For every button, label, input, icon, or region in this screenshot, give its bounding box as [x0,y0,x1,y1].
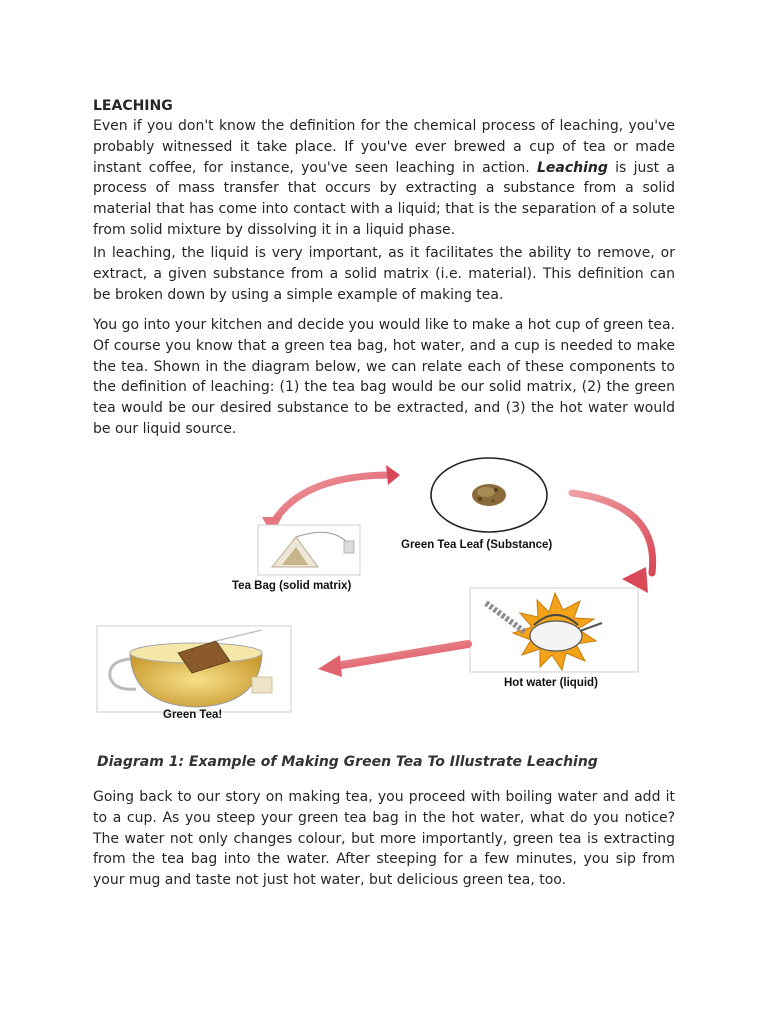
label-tea-bag: Tea Bag (solid matrix) [232,580,352,592]
arrow-water-to-cup [318,644,468,677]
label-green-tea: Green Tea! [163,709,223,721]
intro-section [93,96,675,241]
caption-text: : Example of Making Green Tea To Illustrate Leaching [178,754,598,770]
paragraph-2: In leaching, the liquid is very important, as it facilitates the ability to remove, or extract, a given substance from a solid matrix (i.e. material). This definition can be broken down by using a simple example of making tea. [93,245,675,303]
green-tea-cup-image [97,626,291,712]
hot-water-image [470,588,638,672]
diagram-caption [97,752,598,772]
arrow-leaf-to-water [572,493,653,593]
paragraph-1 [93,116,675,241]
paragraph-4: Going back to our story on making tea, you proceed with boiling water and add it to a cup. As you steep your green tea bag in the hot water, what do you notice? The water not only changes colour, but more importantly, green tea is extracting from the tea bag into the water. After steeping for a few minutes, you sip from your mug and taste not just hot water, but delicious green tea, too. [93,789,675,889]
paragraph-3: You go into your kitchen and decide you would like to make a hot cup of green tea. Of course you know that a green tea bag, hot water, and a cup is needed to make the tea. Shown in the diagram below, we can relate each of these components to the definition of leaching: (1) the tea bag would be our solid matrix, (2) the green tea would be our desired substance to be extracted, and (3) the hot water would be our liquid source. [93,317,675,437]
label-hot-water: Hot water (liquid) [504,677,598,689]
leaching-diagram [0,455,768,735]
label-green-tea-leaf: Green Tea Leaf (Substance) [401,539,553,551]
section-heading: LEACHING [93,98,173,114]
paragraph-4-block [93,787,675,891]
tea-leaf-image [431,458,547,532]
paragraph-1-end: is just a process of mass transfer that occurs by extracting a substance from a solid material that has come into contact with a liquid; that is the separation of a solute from solid mixture by dissolving it in a liquid phase. [93,159,675,238]
tea-bag-image [258,525,360,575]
paragraph-2-block [93,243,675,305]
keyword-leaching: Leaching [536,159,608,176]
caption-prefix: Diagram 1 [97,754,179,770]
paragraph-1-start: Even if you don't know the definition for the chemical process of leaching, you've probably witnessed it take place. If you've ever brewed a cup of tea or made instant coffee, for instance, you've seen leaching in action. [93,118,675,176]
paragraph-3-block [93,315,675,440]
diagram-graphic [0,455,768,735]
